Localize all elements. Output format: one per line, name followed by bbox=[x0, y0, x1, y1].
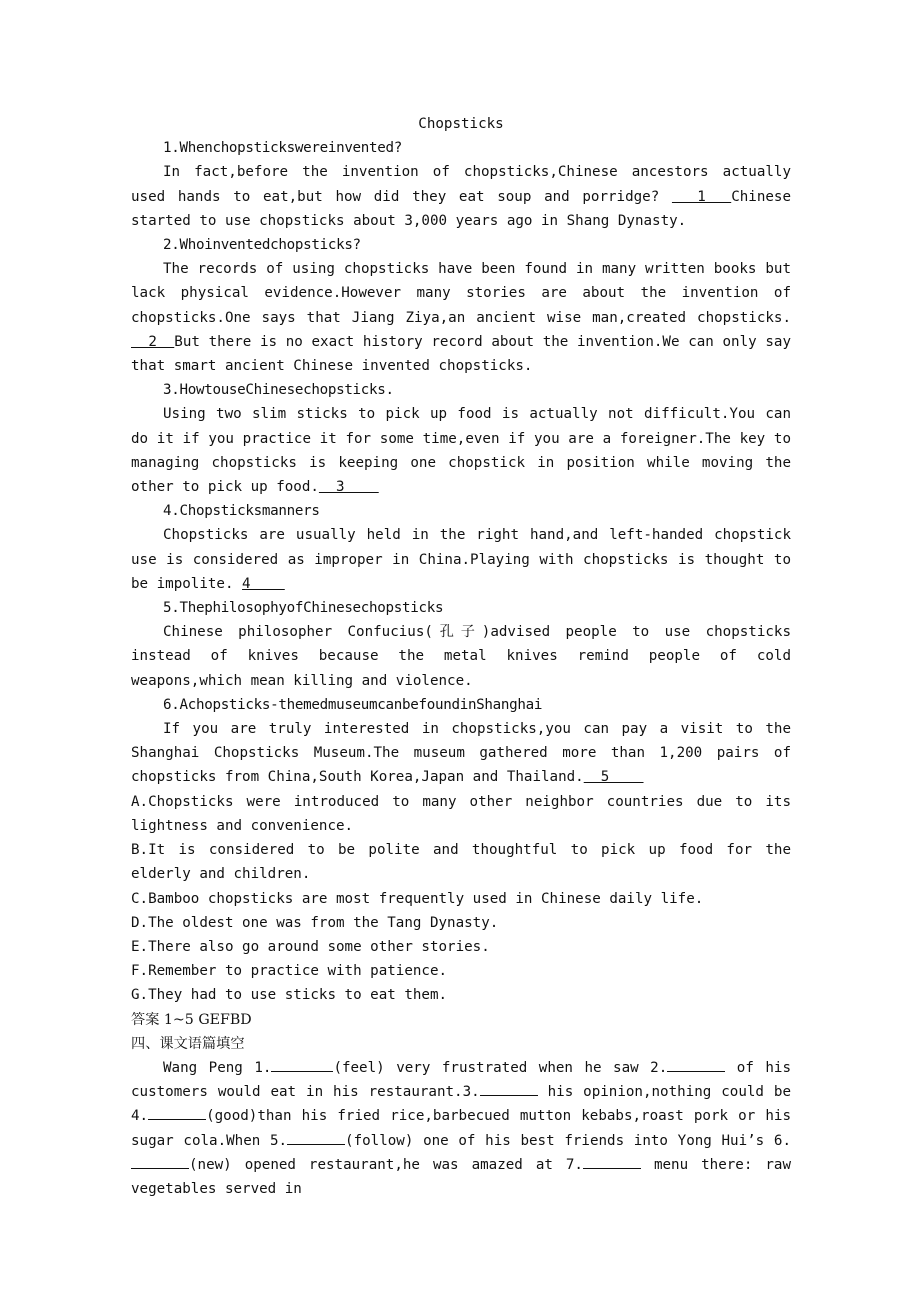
answer-blank: 5 bbox=[583, 769, 644, 786]
paragraph-text: If you are truly interested in chopsticks,you can pay a visit to the Shanghai Chopsticks Museum.The museum gathered more than 1,200 pairs of chopsticks from China,South Korea,Japan and Thailand. bbox=[131, 721, 791, 786]
section-heading: 5.ThephilosophyofChinesechopsticks bbox=[163, 600, 444, 617]
part-heading: 四、课文语篇填空 bbox=[131, 1035, 245, 1052]
page-title: Chopsticks bbox=[418, 116, 504, 132]
section-paragraph bbox=[131, 402, 791, 499]
section-heading: 1.Whenchopstickswereinvented? bbox=[163, 140, 403, 157]
answer-blank: 2 bbox=[131, 333, 175, 350]
fill-blank bbox=[287, 1129, 345, 1145]
section-paragraph bbox=[131, 160, 791, 233]
fill-text: (new) opened restaurant,he was amazed at 7. bbox=[189, 1156, 583, 1173]
fill-blank bbox=[271, 1056, 333, 1072]
fill-in-paragraph bbox=[131, 1056, 791, 1201]
fill-blank bbox=[131, 1153, 189, 1169]
section-heading: 3.HowtouseChinesechopsticks. bbox=[163, 382, 394, 399]
section-heading: 4.Chopsticksmanners bbox=[163, 503, 320, 520]
option-b: B.It is considered to be polite and thoughtful to pick up food for the elderly and children. bbox=[131, 842, 791, 883]
fill-blank bbox=[480, 1080, 538, 1096]
section-paragraph bbox=[131, 257, 791, 378]
option-d: D.The oldest one was from the Tang Dynasty. bbox=[131, 914, 499, 931]
answer-key: 答案 1~5 GEFBD bbox=[131, 1011, 252, 1028]
fill-text: Wang Peng 1. bbox=[163, 1059, 272, 1076]
answer-blank: 1 bbox=[671, 188, 732, 205]
option-e: E.There also go around some other stories. bbox=[131, 938, 490, 955]
option-f: F.Remember to practice with patience. bbox=[131, 963, 448, 980]
paragraph-text: In fact,before the invention of chopsticks,Chinese ancestors actually used hands to eat,but how did they eat soup and porridge? bbox=[131, 164, 791, 205]
fill-text: (feel) very frustrated when he saw 2. bbox=[333, 1059, 668, 1076]
answer-blank: 3 bbox=[318, 479, 379, 496]
paragraph-text: Chinese started to use chopsticks about 3,000 years ago in Shang Dynasty. bbox=[131, 188, 791, 229]
paragraph-text: The records of using chopsticks have been found in many written books but lack physical evidence.However many stories are about the invention of chopsticks.One says that Jiang Ziya,an ancient wise man,created chopsticks. bbox=[131, 261, 791, 326]
option-c: C.Bamboo chopsticks are most frequently used in Chinese daily life. bbox=[131, 890, 704, 907]
fill-text: of his customers would eat in his restaurant.3. bbox=[131, 1059, 792, 1101]
option-g: G.They had to use sticks to eat them. bbox=[131, 987, 448, 1004]
document-page bbox=[131, 112, 791, 1201]
answer-blank: 4 bbox=[242, 575, 285, 592]
section-heading: 6.Achopsticks-themedmuseumcanbefoundinShanghai bbox=[163, 696, 543, 713]
paragraph-text: Using two slim sticks to pick up food is actually not difficult.You can do it if you practice it for some time,even if you are a foreigner.The key to managing chopsticks is keeping one chopstick in position while moving the other to pick up food. bbox=[131, 406, 791, 496]
fill-text: menu there: raw vegetables served in bbox=[131, 1156, 791, 1197]
paragraph-text: Chinese philosopher Confucius(孔子)advised people to use chopsticks instead of knives because the metal knives remind people of cold weapons,which mean killing and violence. bbox=[131, 624, 791, 689]
section-heading: 2.Whoinventedchopsticks? bbox=[163, 237, 361, 254]
paragraph-text: Chopsticks are usually held in the right hand,and left-handed chopstick use is considered as improper in China.Playing with chopsticks is thought to be impolite. bbox=[131, 527, 791, 592]
section-paragraph bbox=[131, 620, 791, 693]
fill-text: (follow) one of his best friends into Yong Hui’s 6. bbox=[345, 1132, 791, 1149]
option-a: A.Chopsticks were introduced to many other neighbor countries due to its lightness and convenience. bbox=[131, 793, 791, 834]
fill-blank bbox=[583, 1153, 641, 1169]
section-paragraph bbox=[131, 523, 791, 596]
section-paragraph bbox=[131, 717, 791, 790]
fill-blank bbox=[148, 1104, 206, 1120]
fill-blank bbox=[667, 1056, 725, 1072]
fill-text: (good)than his fried rice,barbecued mutton kebabs,roast pork or his sugar cola.When 5. bbox=[131, 1108, 791, 1149]
paragraph-text: But there is no exact history record about the invention.We can only say that smart ancient Chinese invented chopsticks. bbox=[131, 333, 791, 375]
fill-text: his opinion,nothing could be 4. bbox=[131, 1084, 791, 1125]
